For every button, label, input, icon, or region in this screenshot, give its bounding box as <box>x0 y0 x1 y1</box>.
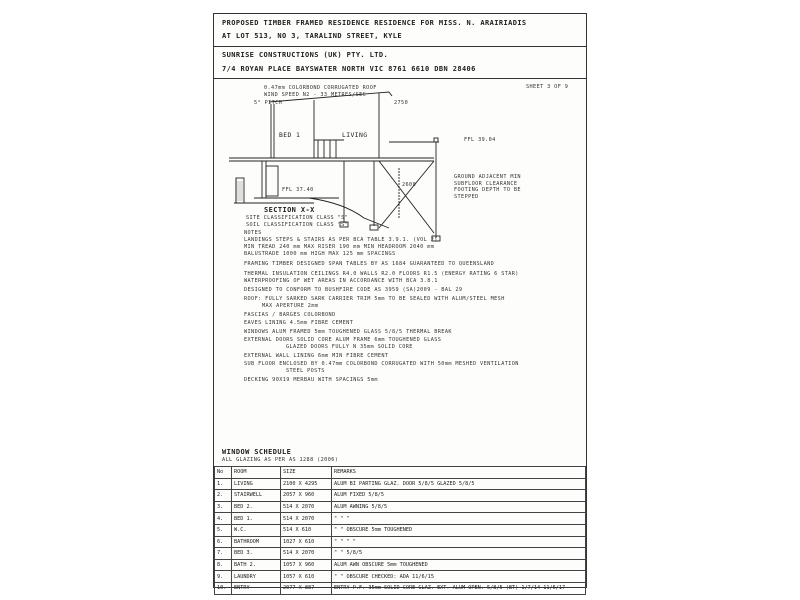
cell-size: 1057 X 960 <box>281 559 332 571</box>
cell-remarks: " " OBSCURE CHECKED: ADA 11/6/15 <box>332 571 586 583</box>
note-line: GLAZED DOORS FULLY N 35mm SOLID CORE <box>286 344 413 350</box>
title-line-2: AT LOT 513, NO 3, TARALIND STREET, KYLE <box>222 32 402 40</box>
cell-size: 2077 X 887 <box>281 582 332 594</box>
note-line: STEEL POSTS <box>286 368 325 374</box>
cell-room: ENTRY <box>232 582 281 594</box>
ffl-upper-label: FFL 39.04 <box>464 137 496 143</box>
note-line: LANDINGS STEPS & STAIRS AS PER BCA TABLE 3.9.1. (VOL 2) <box>244 237 438 243</box>
cell-room: BATH 2. <box>232 559 281 571</box>
cell-no: 10. <box>215 582 232 594</box>
column-header: No <box>215 467 232 479</box>
cell-size: 514 X 2070 <box>281 513 332 525</box>
table-header-row <box>215 467 586 479</box>
schedule-heading: WINDOW SCHEDULE <box>222 448 292 456</box>
roof-note: 0.47mm COLORBOND CORRUGATED ROOF <box>264 85 377 91</box>
room-label-bed: BED 1 <box>279 131 301 139</box>
note-line: WINDOWS ALUM FRAMED 5mm TOUGHENED GLASS 5/8/5 THERMAL BREAK <box>244 329 452 335</box>
cell-size: 2057 X 960 <box>281 490 332 502</box>
note-line: THERMAL INSULATION CEILINGS R4.0 WALLS R2.0 FLOORS R1.5 (ENERGY RATING 6 STAR) <box>244 271 519 277</box>
cell-no: 1. <box>215 478 232 490</box>
note-line: DESIGNED TO CONFORM TO BUSHFIRE CODE AS 3959 (SA)2009 - BAL 29 <box>244 287 463 293</box>
table-row <box>215 513 586 525</box>
note-line: EXTERNAL DOORS SOLID CORE ALUM FRAME 6mm TOUGHENED GLASS <box>244 337 442 343</box>
title-line-3: SUNRISE CONSTRUCTIONS (UK) PTY. LTD. <box>222 51 389 59</box>
note-line: EAVES LINING 4.5mm FIBRE CEMENT <box>244 320 354 326</box>
table-row <box>215 524 586 536</box>
cell-no: 7. <box>215 548 232 560</box>
height-label: 2750 <box>394 100 409 106</box>
cell-no: 5. <box>215 524 232 536</box>
cell-no: 4. <box>215 513 232 525</box>
note-line: MAX APERTURE 2mm <box>262 303 319 309</box>
title-divider <box>214 46 586 47</box>
cell-room: BED 1. <box>232 513 281 525</box>
room-label-living: LIVING <box>342 131 368 139</box>
table-row <box>215 501 586 513</box>
ground-note: GROUND ADJACENT MIN SUBFLOOR CLEARANCE FOOTING DEPTH TO BE STEPPED <box>454 174 521 200</box>
cell-room: STAIRWELL <box>232 490 281 502</box>
cell-no: 8. <box>215 559 232 571</box>
cell-no: 9. <box>215 571 232 583</box>
cell-remarks: ENTRY P.F. 35mm SOLID CORE GLAZ. EXT. ALUM OPEN. 5/8/5 (BT) 1/7/14 11/6/17 <box>332 582 586 594</box>
table-row <box>215 571 586 583</box>
table-row <box>215 548 586 560</box>
cell-remarks: ALUM FIXED 5/8/5 <box>332 490 586 502</box>
cell-size: 514 X 610 <box>281 524 332 536</box>
cell-remarks: " " OBSCURE 5mm TOUGHENED <box>332 524 586 536</box>
cell-no: 6. <box>215 536 232 548</box>
table-row <box>215 490 586 502</box>
cell-remarks: ALUM AWN OBSCURE 5mm TOUGHENED <box>332 559 586 571</box>
door <box>266 166 278 196</box>
cell-remarks: " " " " <box>332 536 586 548</box>
section-label: SECTION X-X <box>264 206 315 214</box>
cell-room: W.C. <box>232 524 281 536</box>
note-line: EXTERNAL WALL LINING 6mm MIN FIBRE CEMENT <box>244 353 389 359</box>
dimension-label: 2600 <box>402 182 417 188</box>
cell-size: 514 X 2070 <box>281 548 332 560</box>
window-schedule-table <box>214 466 586 595</box>
cell-remarks: ALUM AWNING 5/8/5 <box>332 501 586 513</box>
note-line: SUB FLOOR ENCLOSED BY 0.47mm COLORBOND CORRUGATED WITH 50mm MESHED VENTILATION <box>244 361 519 367</box>
cell-size: 1057 X 610 <box>281 571 332 583</box>
cell-remarks: ALUM BI PARTING GLAZ. DOOR 5/8/5 GLAZED 5/8/5 <box>332 478 586 490</box>
note-line: DECKING 90X19 MERBAU WITH SPACINGS 5mm <box>244 377 378 383</box>
note-line: ROOF: FULLY SARKED SARK CARRIER TRIM 5mm TO BE SEALED WITH ALUM/STEEL MESH <box>244 296 505 302</box>
note-line: BALUSTRADE 1000 mm HIGH MAX 125 mm SPACINGS <box>244 251 396 257</box>
wind-note: WIND SPEED N2 - 33 METRES/SEC <box>264 92 367 98</box>
title-line-4: 7/4 ROYAN PLACE BAYSWATER NORTH VIC 8761 6610 DBN 28406 <box>222 65 476 73</box>
note-line: MIN TREAD 240 mm MAX RISER 190 mm MIN HEADROOM 2040 mm <box>244 244 435 250</box>
cell-remarks: " " 5/8/5 <box>332 548 586 560</box>
cell-remarks: " " " <box>332 513 586 525</box>
note-line: FRAMING TIMBER DESIGNED SPAN TABLES BY AS 1684 GUARANTEED TO QUEENSLAND <box>244 261 495 267</box>
cell-room: BATHROOM <box>232 536 281 548</box>
cell-no: 3. <box>215 501 232 513</box>
note-line: FASCIAS / BARGES COLORBOND <box>244 312 336 318</box>
cell-room: BED 2. <box>232 501 281 513</box>
pitch-label: 5° PITCH <box>254 100 283 106</box>
schedule-subheading: ALL GLAZING AS PER AS 1288 (2006) <box>222 457 339 463</box>
note-line: WATERPROOFING OF WET AREAS IN ACCORDANCE WITH BCA 3.8.1 <box>244 278 438 284</box>
cell-size: 2100 X 4295 <box>281 478 332 490</box>
table-row <box>215 536 586 548</box>
drawing-sheet <box>213 13 587 592</box>
table-row <box>215 478 586 490</box>
table-row <box>215 559 586 571</box>
site-class-note: SITE CLASSIFICATION CLASS "S" <box>246 215 349 221</box>
ffl-lower-label: FFL 37.40 <box>282 187 314 193</box>
cell-room: LIVING <box>232 478 281 490</box>
cell-size: 514 X 2070 <box>281 501 332 513</box>
column-header: REMARKS <box>332 467 586 479</box>
column-header: SIZE <box>281 467 332 479</box>
sheet-number: SHEET 3 OF 9 <box>526 84 569 90</box>
cell-no: 2. <box>215 490 232 502</box>
table-row <box>215 582 586 594</box>
cell-size: 1027 X 610 <box>281 536 332 548</box>
soil-class-note: SOIL CLASSIFICATION CLASS "S" <box>246 222 349 228</box>
title-line-1: PROPOSED TIMBER FRAMED RESIDENCE RESIDENCE FOR MISS. N. ARAIRIADIS <box>222 19 527 27</box>
notes-heading: NOTES <box>244 230 262 236</box>
cell-room: BED 3. <box>232 548 281 560</box>
column-header: ROOM <box>232 467 281 479</box>
bracing <box>379 161 434 233</box>
cell-room: LAUNDRY <box>232 571 281 583</box>
